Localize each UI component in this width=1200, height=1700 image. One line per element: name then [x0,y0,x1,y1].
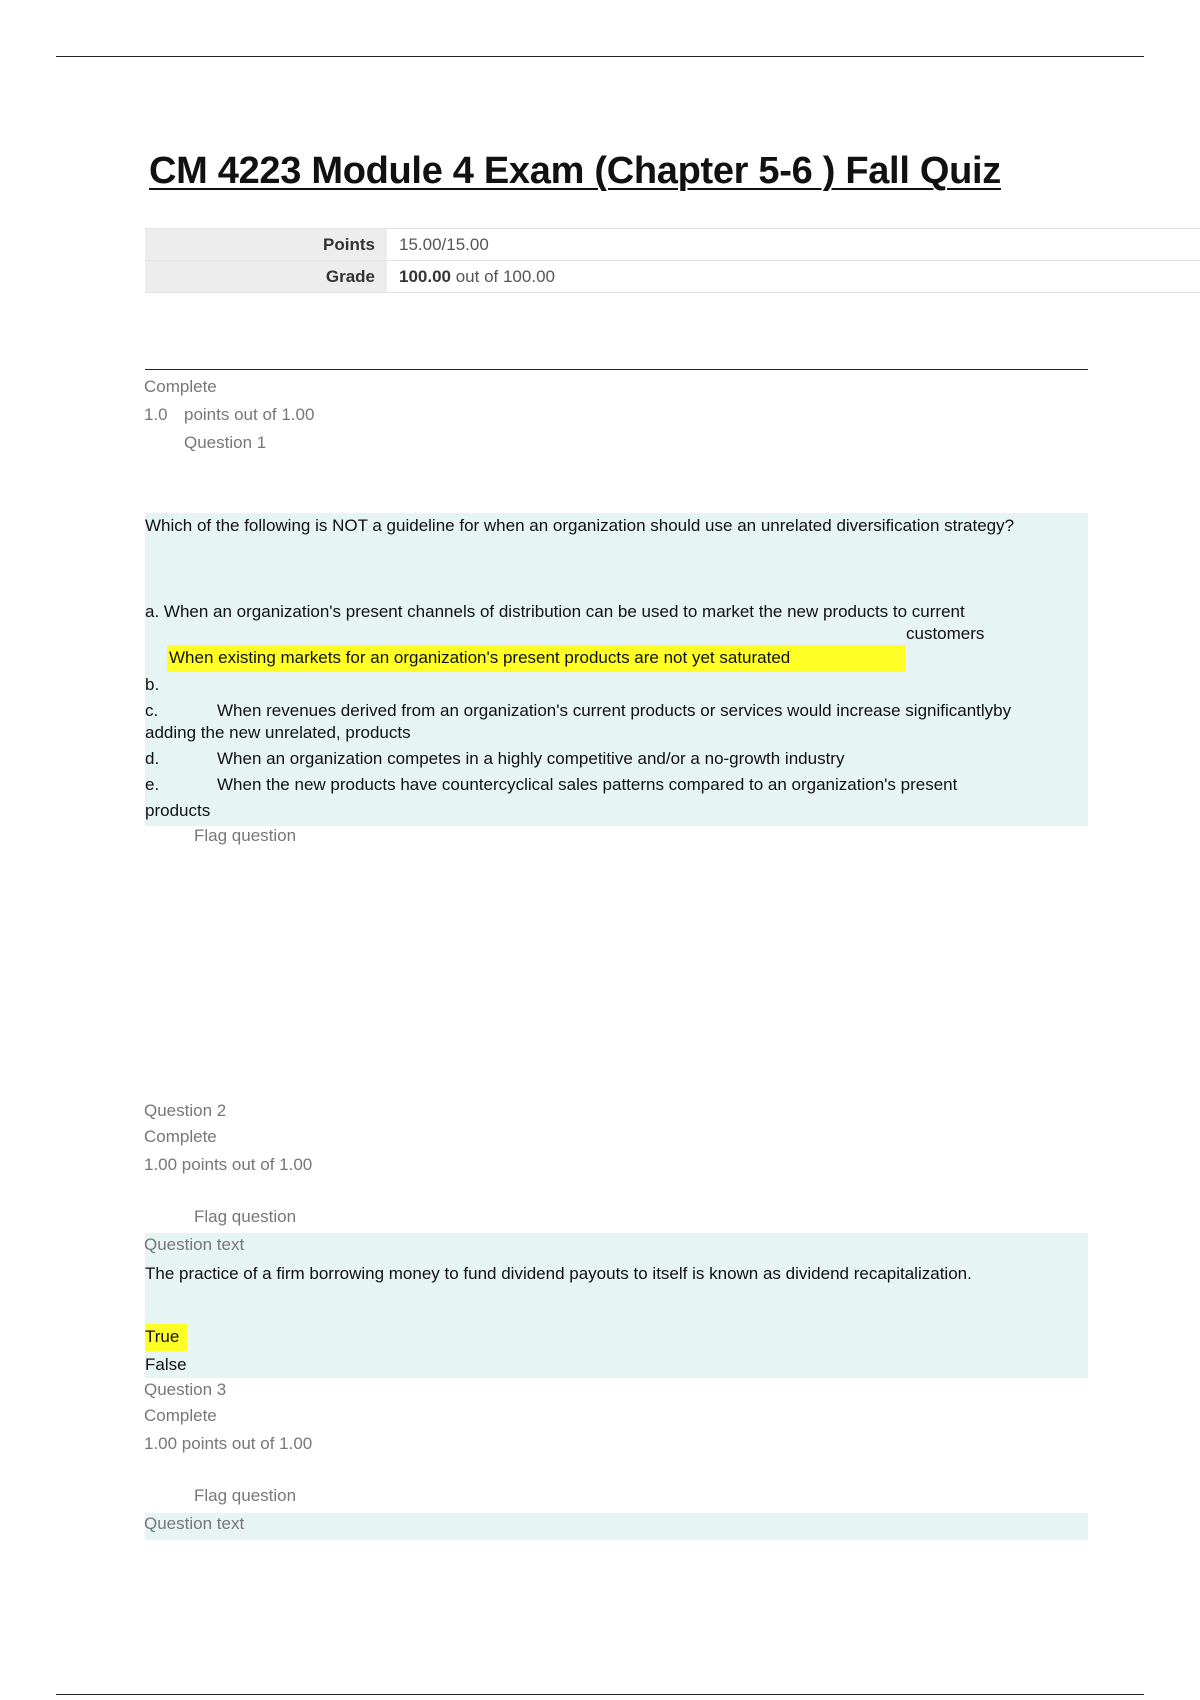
points-row [145,228,1200,260]
q2-status: Complete [144,1127,217,1146]
q2-answer-true-selected[interactable]: True [145,1324,187,1351]
bottom-rule [56,1694,1144,1695]
q1-option-d-letter: d. [145,749,160,768]
q2-flag-question-link[interactable]: Flag question [194,1207,297,1226]
q3-question-text-label: Question text [144,1514,245,1533]
q3-status: Complete [144,1406,217,1425]
top-rule [56,56,1144,57]
q1-option-e[interactable] [145,772,957,797]
q1-points-text: points out of 1.00 [184,405,315,424]
q1-option-b-letter[interactable]: b. [145,675,160,694]
grade-summary-table [145,228,1200,293]
q2-question-text-label: Question text [144,1235,245,1254]
q3-label: Question 3 [144,1380,227,1399]
q1-points-number: 1.0 [144,405,168,424]
q1-option-e-letter: e. [145,775,160,794]
q1-option-c-text: When revenues derived from an organization's current products or services would increase significantlyby [217,701,1012,720]
q2-answer-false[interactable]: False [145,1355,187,1374]
q2-points: 1.00 points out of 1.00 [144,1155,313,1174]
q2-question-text: The practice of a firm borrowing money to fund dividend payouts to itself is known as dividend recapitalization. [145,1264,972,1283]
grade-out-of: out of 100.00 [451,267,555,286]
q1-status: Complete [144,377,217,396]
q2-question-box [145,1233,1088,1378]
grade-label: Grade [145,261,387,292]
q1-option-c-continued: adding the new unrelated, products [145,723,411,742]
q1-option-a-continued: customers [906,624,985,643]
q1-flag-question-link[interactable]: Flag question [194,826,297,845]
q1-option-e-continued: products [145,801,211,820]
q1-option-c-letter: c. [145,701,159,720]
grade-row [145,260,1200,293]
q1-option-d-text: When an organization competes in a highly competitive and/or a no-growth industry [217,749,845,768]
document-title: CM 4223 Module 4 Exam (Chapter 5-6 ) Fall Quiz [149,150,1001,192]
q2-label: Question 2 [144,1101,227,1120]
q1-question-text: Which of the following is NOT a guideline for when an organization should use an unrelated diversification strategy? [145,516,1015,535]
q1-selected-answer[interactable]: When existing markets for an organization's present products are not yet saturated [167,645,905,672]
grade-value [387,261,1200,292]
q3-question-box [145,1513,1088,1540]
q3-points: 1.00 points out of 1.00 [144,1434,313,1453]
points-value: 15.00/15.00 [399,235,489,254]
q3-flag-question-link[interactable]: Flag question [194,1486,297,1505]
q1-option-e-text: When the new products have countercyclical sales patterns compared to an organization's present [217,775,958,794]
section-divider [145,369,1088,370]
points-label: Points [145,229,387,260]
q1-option-a[interactable]: a. When an organization's present channels of distribution can be used to market the new products to current [145,602,965,621]
grade-score: 100.00 [399,267,451,286]
q1-option-d[interactable] [145,746,844,771]
q1-label: Question 1 [184,433,267,452]
